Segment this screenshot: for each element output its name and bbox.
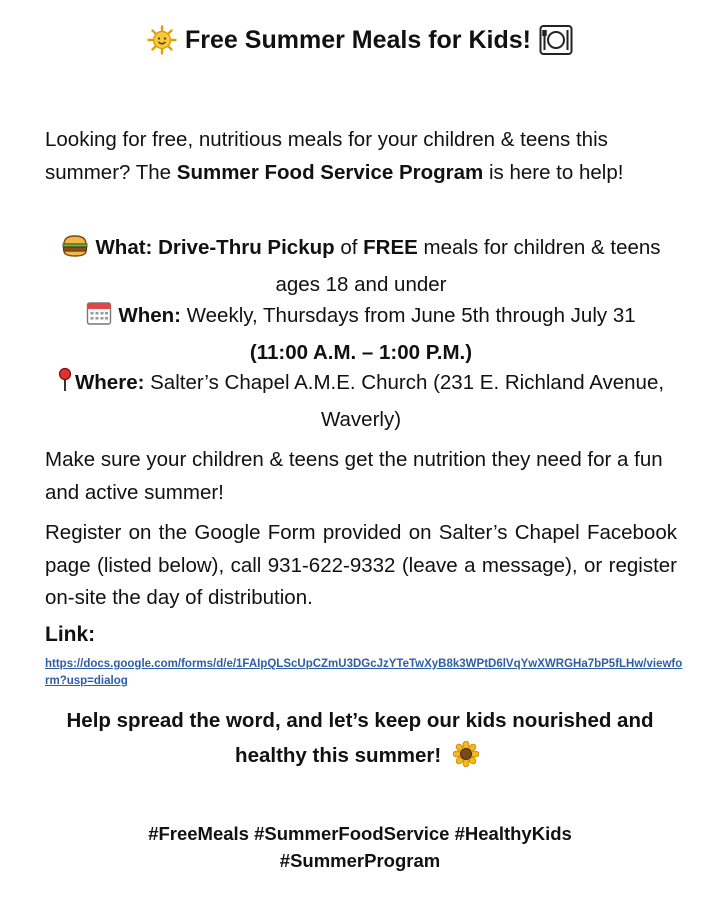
what-label: What: Drive-Thru Pickup: [95, 236, 335, 259]
when-text: Weekly, Thursdays from June 5th through July 31: [180, 304, 636, 327]
register-paragraph: Register on the Google Form provided on Salter’s Chapel Facebook page (listed below), call 931-622-9332 (leave a message), or register on-site the day of distribution.: [45, 521, 677, 609]
hashtags: [30, 820, 690, 874]
sun-icon: [147, 25, 177, 55]
when-time: (11:00 A.M. – 1:00 P.M.): [249, 340, 473, 364]
where-text: Salter’s Chapel A.M.E. Church (231 E. Richland Avenue, Waverly): [144, 371, 665, 431]
closing-message: [30, 703, 690, 778]
when-section: [45, 300, 677, 369]
pin-icon: [58, 367, 72, 404]
closing-text: Help spread the word, and let’s keep our kids nourished and healthy this summer!: [66, 709, 654, 767]
where-section: [45, 367, 677, 436]
hashtags-line-2: #SummerProgram: [279, 850, 441, 871]
free-emphasis: FREE: [363, 236, 418, 259]
plate-icon: [539, 24, 573, 56]
where-label: Where:: [74, 371, 145, 394]
program-name: Summer Food Service Program: [176, 160, 484, 184]
when-label: When:: [118, 304, 181, 327]
title-text: Free Summer Meals for Kids!: [185, 25, 531, 54]
intro-text-before: Looking for free, nutritious meals for your children & teens this summer? The: [45, 128, 608, 184]
burger-icon: [61, 234, 89, 269]
calendar-icon: [86, 300, 112, 337]
google-form-link[interactable]: https://docs.google.com/forms/d/e/1FAIpQLScUpCZmU3DGcJzYTeTwXyB8k3WPtD6lVqYwXWRGHa7bP5fLHw/viewform?usp=dialog: [45, 658, 683, 687]
intro-paragraph: [45, 124, 677, 189]
sunflower-icon: [453, 741, 479, 778]
what-text-2: meals for children & teens ages 18 and under: [275, 236, 661, 296]
flyer-title: [0, 24, 720, 56]
nutrition-paragraph: Make sure your children & teens get the nutrition they need for a fun and active summer!: [45, 448, 663, 504]
hashtags-line-1: #FreeMeals #SummerFoodService #HealthyKids: [148, 823, 572, 844]
what-text-1: of: [334, 236, 364, 259]
intro-text-after: is here to help!: [483, 160, 624, 184]
what-section: [45, 232, 677, 301]
link-label: Link:: [45, 623, 96, 646]
